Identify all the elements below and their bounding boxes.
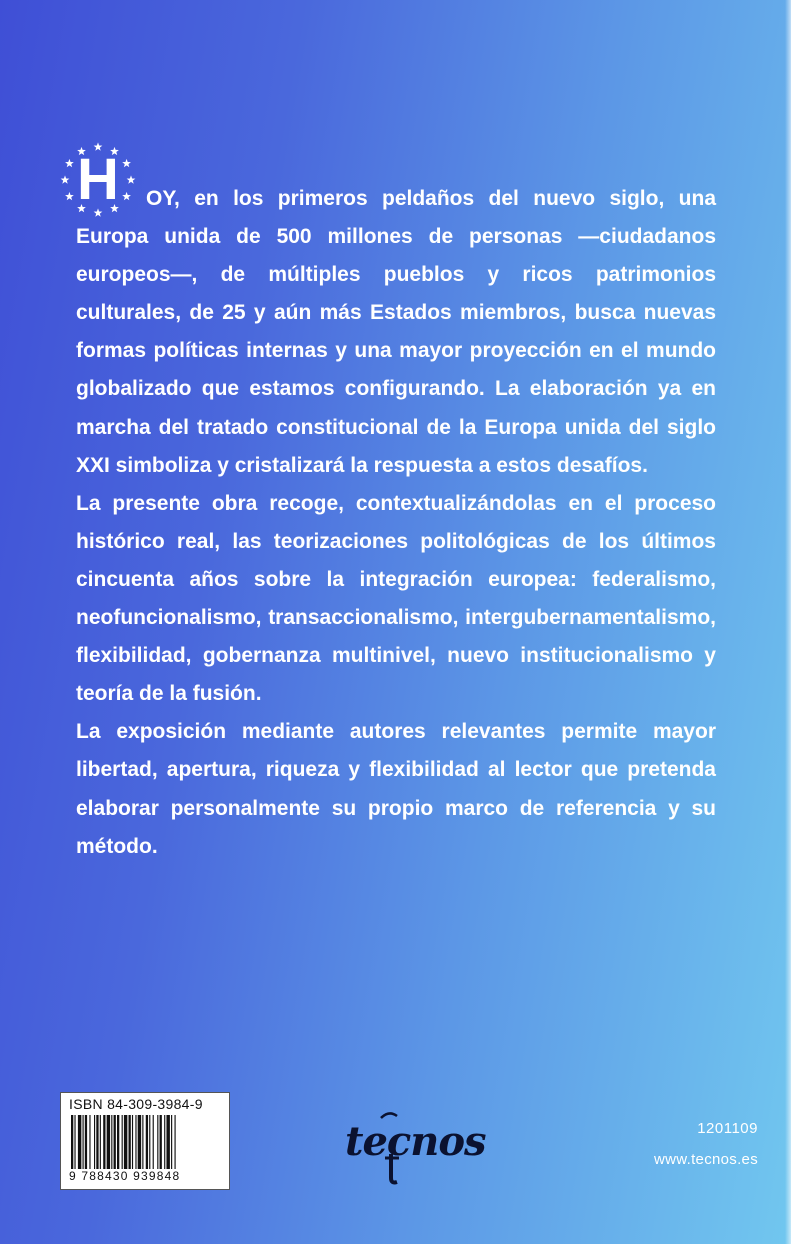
barcode-bar — [103, 1115, 105, 1169]
paragraph-2: La presente obra recoge, contextualizándolas en el proceso histórico real, las teorizaciones politológicas de los últimos cincuenta años sobre la integración europea: federalismo, neofuncionalismo, transaccionalismo, intergubernamentalismo, flexibilidad, gobernanza multinivel, nuevo institucionalismo y teoría de la fusión. — [76, 491, 716, 706]
paragraph-3: La exposición mediante autores relevantes permite mayor libertad, apertura, riqueza y flexibilidad al lector que pretenda elaborar personalmente su propio marco de referencia y su método. — [76, 720, 716, 858]
publisher-website: www.tecnos.es — [654, 1151, 758, 1168]
barcode-bar — [122, 1115, 123, 1169]
barcode-bar — [149, 1115, 150, 1169]
product-code: 1201109 — [697, 1120, 758, 1137]
barcode-bar — [153, 1115, 154, 1169]
barcode-bar — [160, 1115, 162, 1169]
barcode-digits: 9 788430 939848 — [69, 1169, 181, 1183]
barcode-bar — [132, 1115, 133, 1169]
barcode-bar — [85, 1115, 87, 1169]
barcode-bar — [117, 1115, 119, 1169]
barcode-bar — [146, 1115, 148, 1169]
tecnos-logo-icon — [345, 1108, 455, 1188]
barcode-bar — [107, 1115, 110, 1169]
isbn-label: ISBN 84-309-3984-9 — [69, 1096, 203, 1112]
publisher-logo — [345, 1108, 486, 1188]
barcode-bar — [157, 1115, 158, 1169]
barcode-bar — [135, 1115, 136, 1169]
barcode-bar — [129, 1115, 131, 1169]
barcode-bar — [111, 1115, 112, 1169]
paragraph-1: OY, en los primeros peldaños del nuevo siglo, una Europa unida de 500 millones de personas —ciudadanos europeos—, de múltiples pueblos y ricos patrimonios culturales, de 25 y aún más Estados miembros, busca nuevas formas políticas internas y una mayor proyección en el mundo globalizado que estamos configurando. La elaboración ya en marcha del tratado constitucional de la Europa unida del siglo XXI simboliza y cristalizará la respuesta a estos desafíos. — [76, 187, 716, 477]
barcode-bar — [164, 1115, 165, 1169]
barcode-bar — [142, 1115, 143, 1169]
barcode-bar — [83, 1115, 84, 1169]
barcode-bar — [71, 1115, 73, 1169]
barcode-bar — [124, 1115, 127, 1169]
barcode-bar — [175, 1115, 176, 1169]
barcode-bar — [96, 1115, 98, 1169]
barcode-icon — [69, 1115, 221, 1169]
barcode-bar — [89, 1115, 90, 1169]
barcode-bar — [171, 1115, 172, 1169]
blurb-text — [76, 180, 716, 866]
barcode-bar — [74, 1115, 75, 1169]
barcode-bar — [94, 1115, 95, 1169]
barcode-bar — [114, 1115, 116, 1169]
publisher-name: tecnos — [345, 1118, 486, 1165]
drop-cap-letter: H — [77, 147, 119, 212]
isbn-barcode-box — [60, 1092, 230, 1190]
barcode-bar — [166, 1115, 169, 1169]
barcode-bar — [138, 1115, 141, 1169]
barcode-bar — [78, 1115, 81, 1169]
barcode-bar — [100, 1115, 101, 1169]
